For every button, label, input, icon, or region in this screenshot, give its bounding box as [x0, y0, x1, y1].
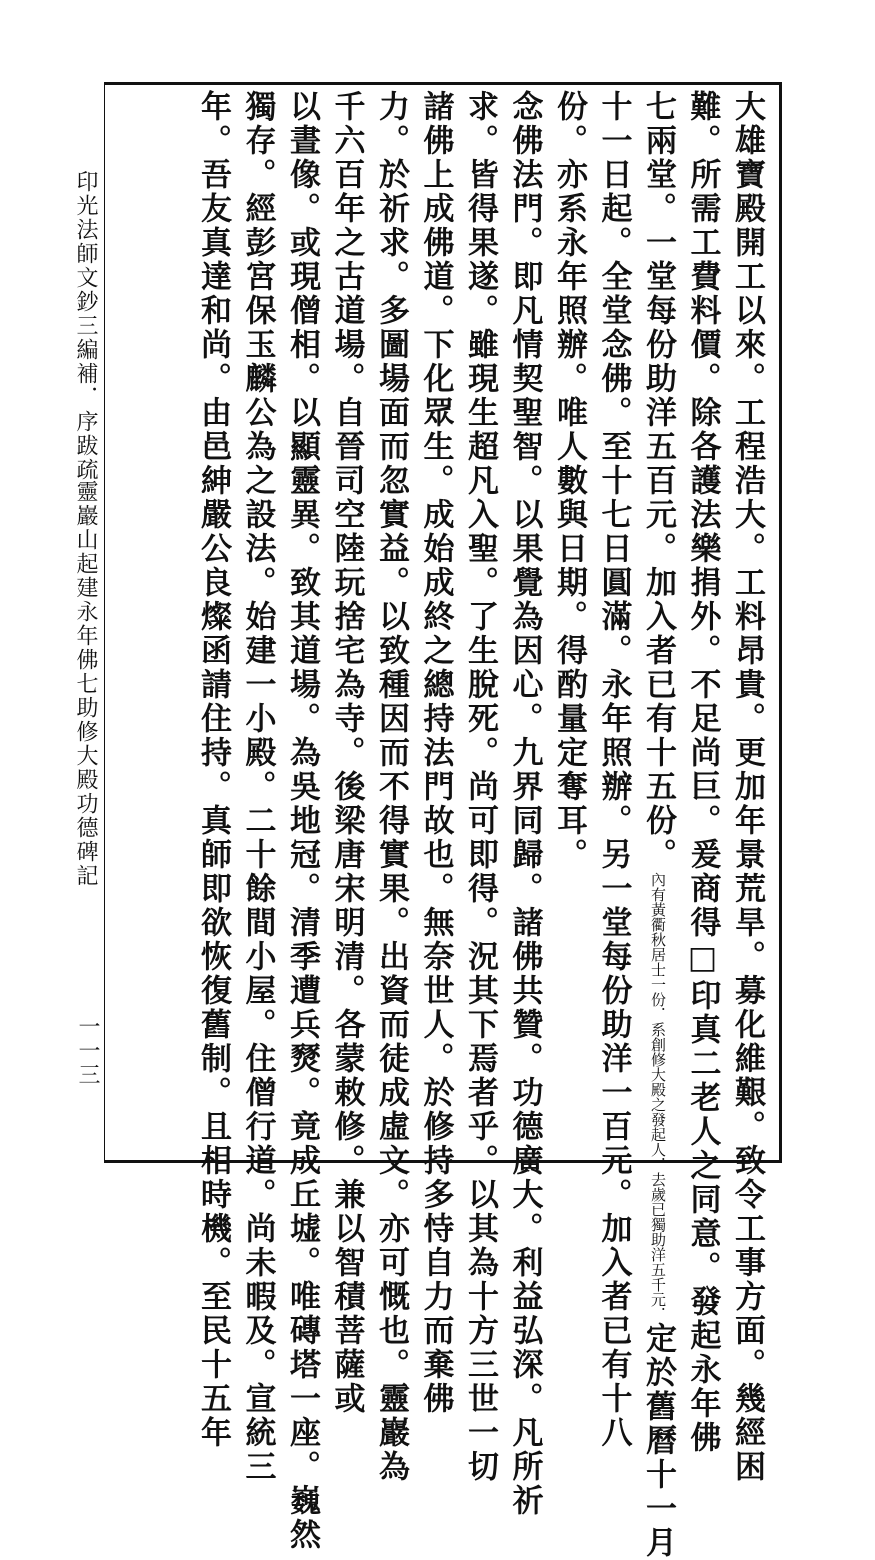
text-column-12: 獨存。經彭宮保玉麟公為之設法。始建一小殿。二十餘間小屋。住僧行道。尚未暇及。宣統三: [239, 90, 276, 1484]
text-column-10: 千六百年之古道場。自晉司空陸玩捨宅為寺。後梁唐宋明清。各蒙敕修。兼以智積菩薩或: [328, 90, 365, 1416]
frame-right-rule: [779, 82, 782, 1163]
text-column-4: 十一日起。全堂念佛。至十七日圓滿。永年照辦。另一堂每份助洋一百元。加入者已有十八: [595, 90, 632, 1450]
text-column-13: 年。吾友真達和尚。由邑紳嚴公良燦函請住持。真師即欲恢復舊制。且相時機。至民十五年: [195, 90, 231, 1450]
text-column-7: 求。皆得果遂。雖現生超凡入聖。了生脫死。尚可即得。況其下焉者乎。以其為十方三世一切: [462, 90, 498, 1484]
text-column-9: 力。於祈求。多圖場面而忽實益。以致種因而不得實果。出資而徒成虛文。亦可慨也。靈巖為: [373, 90, 409, 1484]
text-column-2: 難。所需工費料價。除各護法樂捐外。不足尚巨。爰商得□印真二老人之同意。發起永年佛: [684, 90, 721, 1455]
inline-note-line-2: 之發起人．去歲已獨助洋五千元．: [649, 1097, 667, 1322]
inline-note-line-1: 內有黃衢秋居士一份．系創修大殿: [649, 872, 667, 1097]
text-column-1: 大雄寶殿開工以來。工程浩大。工料昂貴。更加年景荒旱。募化維艱。致令工事方面。幾經困: [729, 90, 765, 1484]
text-column-11: 以晝像。或現僧相。以顯靈異。致其道場。為吳地冠。清季遭兵燹。竟成丘墟。唯磚塔一座。巍然: [284, 90, 320, 1552]
running-book-title: 印光法師文鈔三編補．序跋疏: [73, 170, 98, 482]
text-column-6: 念佛法門。即凡情契聖智。以果覺為因心。九界同歸。諸佛共贊。功德廣大。利益弘深。凡所祈: [506, 90, 543, 1518]
frame-top-rule: [104, 82, 782, 85]
page-number: 一一三: [75, 1015, 100, 1087]
text-column-3: [636, 90, 680, 1560]
inline-note: [649, 872, 667, 1322]
text-column-8: 諸佛上成佛道。下化眾生。成始成終之總持法門故也。無奈世人。於修持多恃自力而棄佛: [417, 90, 454, 1416]
frame-left-rule: [104, 82, 105, 1163]
text-column-3-tail: 定於舊曆十一月: [640, 1322, 676, 1560]
text-column-3-main: 七兩堂。一堂每份助洋五百元。加入者已有十五份。: [640, 90, 676, 872]
section-title: 靈巖山起建永年佛七助修大殿功德碑記: [73, 480, 98, 888]
text-column-5: 份。亦系永年照辦。唯人數與日期。得酌量定奪耳。: [551, 90, 587, 872]
